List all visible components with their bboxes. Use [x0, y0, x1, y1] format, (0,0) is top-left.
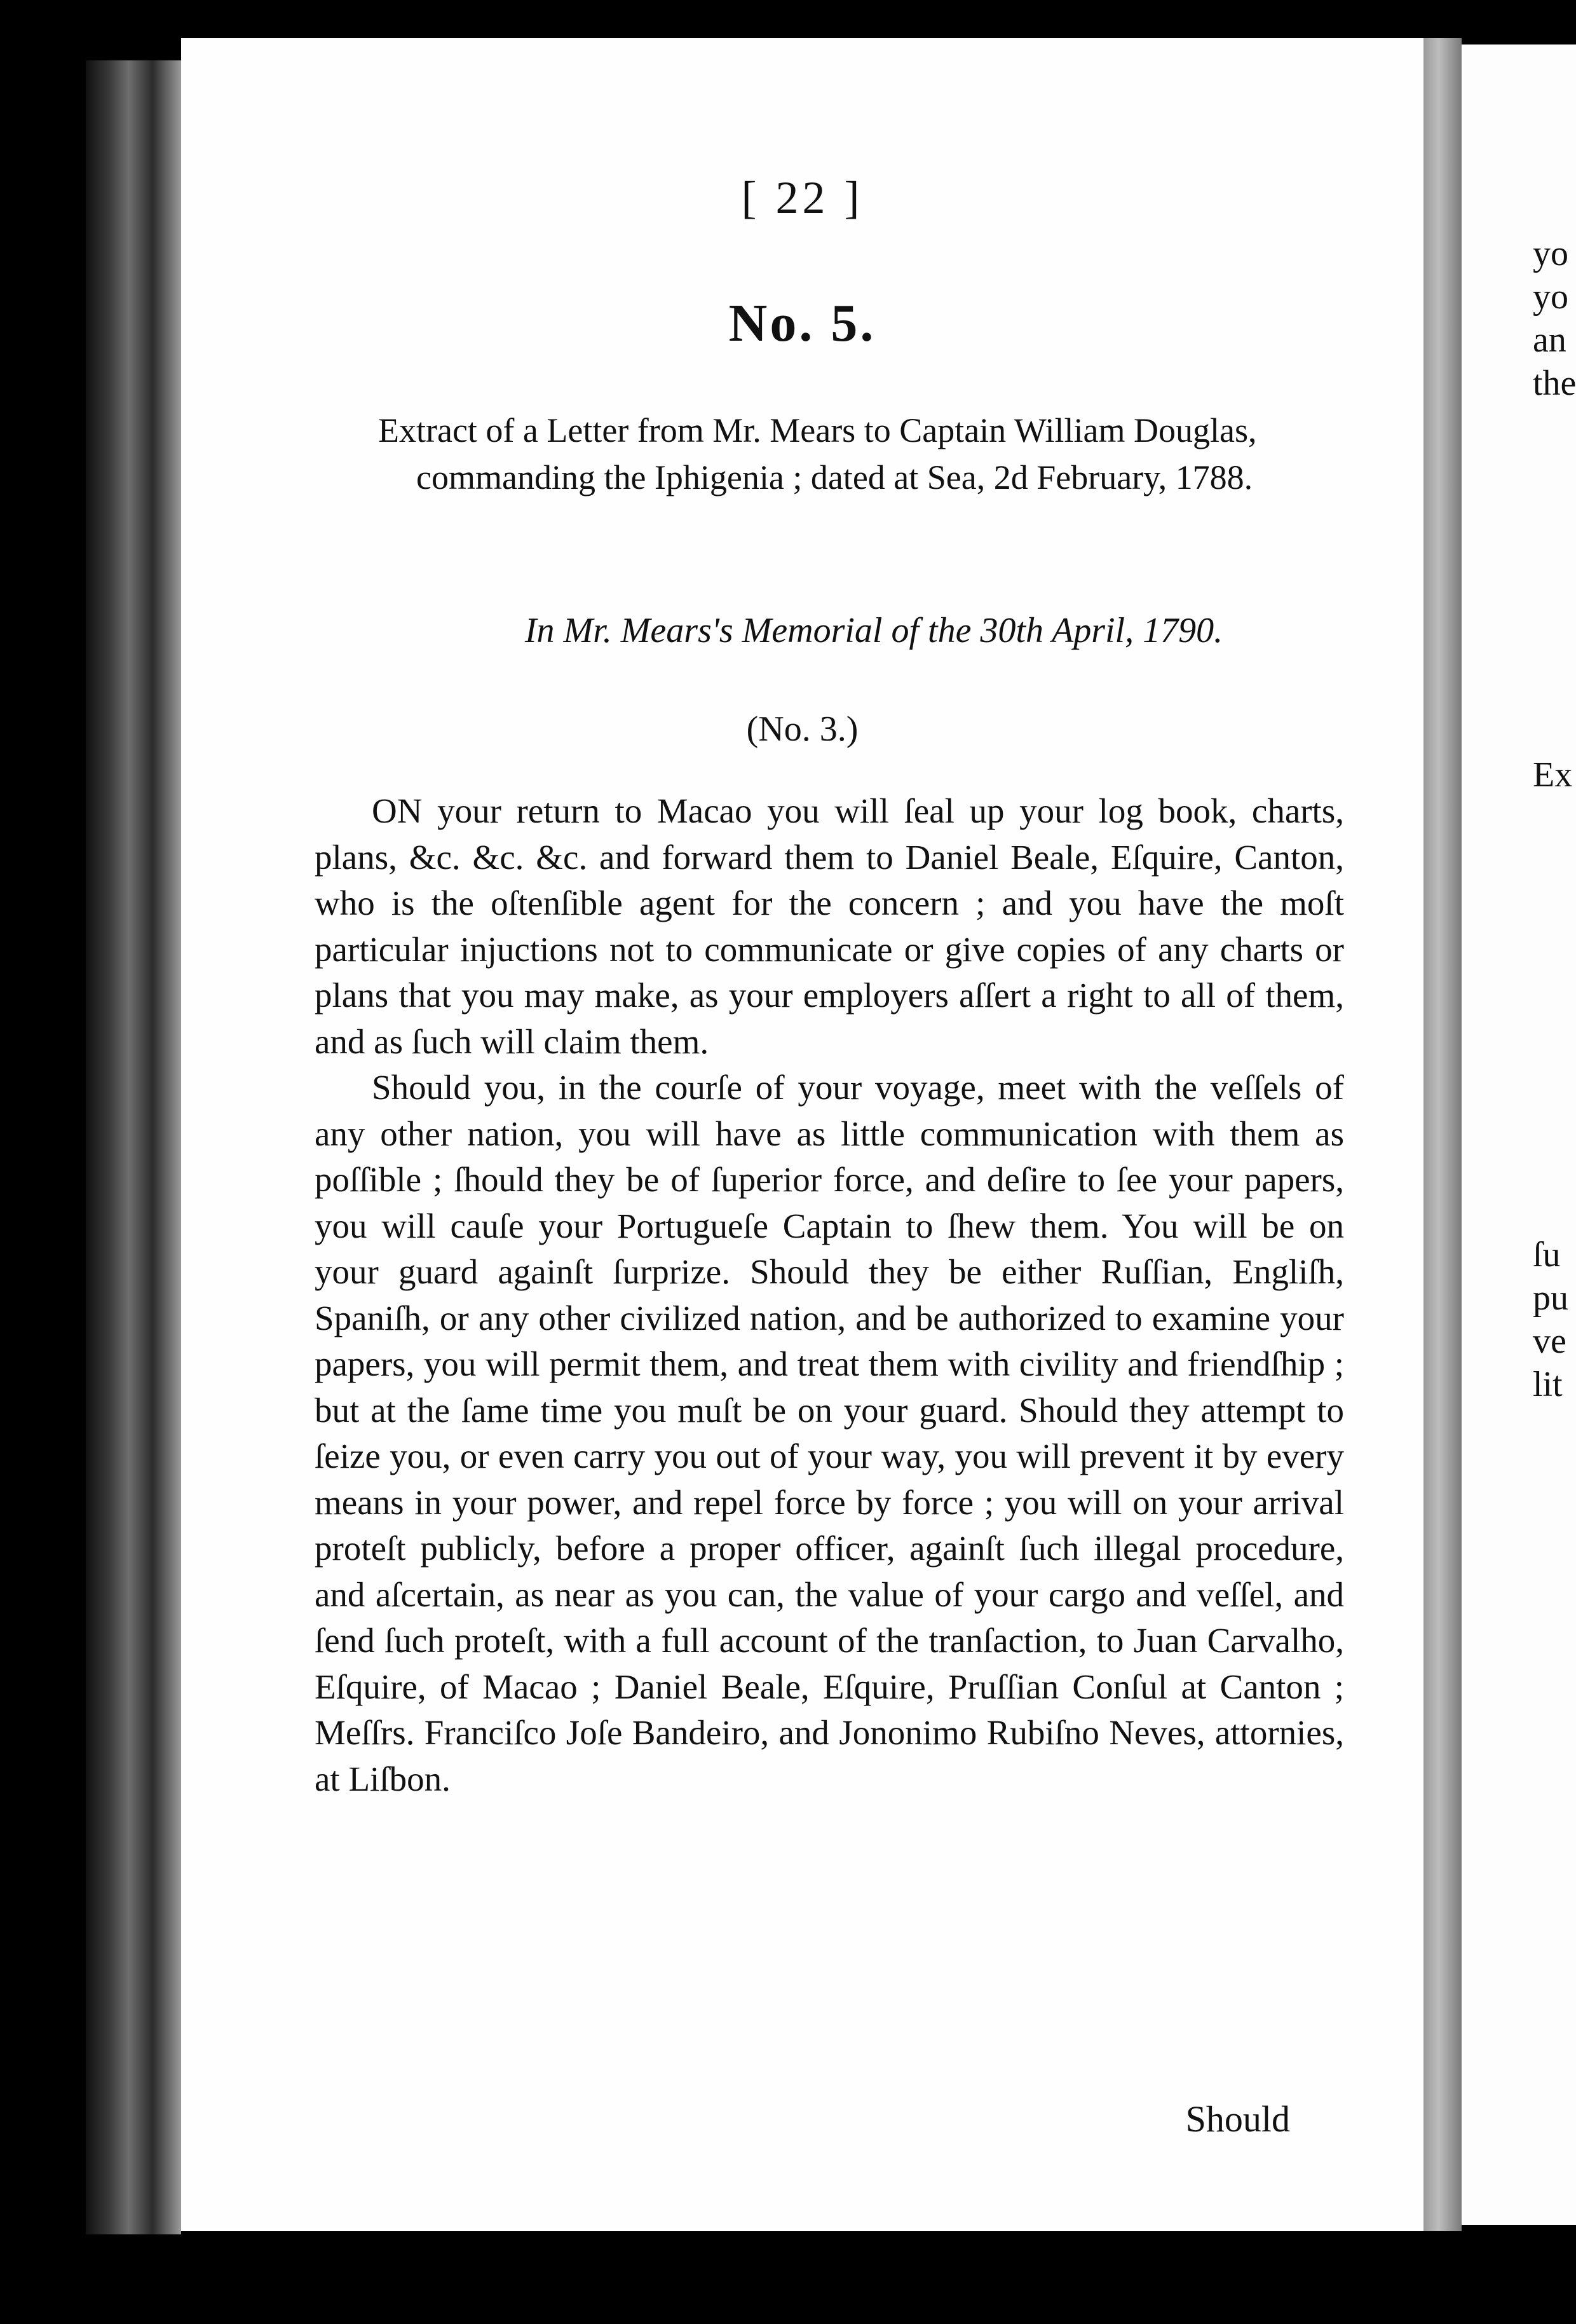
memorial-reference: In Mr. Mears's Memorial of the 30th April, 1790.: [524, 611, 1223, 650]
text-fragment: pu: [1533, 1278, 1568, 1318]
text-fragment: Ex: [1533, 755, 1573, 795]
book-binding-edge: [86, 60, 181, 2234]
letter-heading: Extract of a Letter from Mr. Mears to Captain William Douglas, commanding the Iphigenia ; dated at Sea, 2d February, 1788.: [378, 411, 1257, 496]
paragraph: ON your return to Macao you will ſeal up your log book, charts, plans, &c. &c. &c. and forward them to Daniel Beale, Eſquire, Canton, who is the oſtenſible agent for the concern ; and you have the moſt particular injuctions not to communicate or give copies of any charts or plans that you may make, as your employers aſſert a right to all of them, and as ſuch will claim them.: [315, 791, 1344, 1061]
letter-body: [315, 788, 1344, 1802]
page-gutter: [1423, 38, 1462, 2231]
text-fragment: ve: [1533, 1322, 1566, 1361]
text-fragment: an: [1533, 320, 1566, 360]
text-fragment: yo: [1533, 234, 1568, 273]
catchword: Should: [1185, 2098, 1290, 2140]
document-number: No. 5.: [728, 294, 876, 353]
paragraph: Should you, in the courſe of your voyage, meet with the veſſels of any other nation, you will have as little communication with them as poſſible ; ſhould they be of ſuperior force, and deſire to ſee your papers, you will cauſe your Portugueſe Captain to ſhew them. You will be on your guard againſt ſurprize. Should they be either Ruſſian, Engliſh, Spaniſh, or any other civilized nation, and be authorized to examine your papers, you will permit them, and treat them with civility and friendſhip ; but at the ſame time you muſt be on your guard. Should they attempt to ſeize you, or even carry you out of your way, you will prevent it by every means in your power, and repel force by force ; you will on your arrival proteſt publicly, before a proper officer, againſt ſuch illegal procedure, and aſcertain, as near as you can, the value of your cargo and veſſel, and ſend ſuch proteſt, with a full account of the tranſaction, to Juan Carvalho, Eſquire, of Macao ; Daniel Beale, Eſquire, Pruſſian Conſul at Canton ; Meſſrs. Franciſco Joſe Bandeiro, and Jononimo Rubiſno Neves, attornies, at Liſbon.: [315, 1068, 1344, 1798]
text-fragment: yo: [1533, 277, 1568, 317]
right-page-fragment: [1462, 44, 1576, 2225]
left-page: [181, 38, 1423, 2231]
text-fragment: the: [1533, 364, 1576, 403]
text-fragment: lit: [1533, 1365, 1563, 1404]
page-number: [ 22 ]: [741, 172, 864, 223]
memorial-number: (No. 3.): [746, 709, 859, 749]
text-fragment: ſu: [1533, 1235, 1561, 1275]
